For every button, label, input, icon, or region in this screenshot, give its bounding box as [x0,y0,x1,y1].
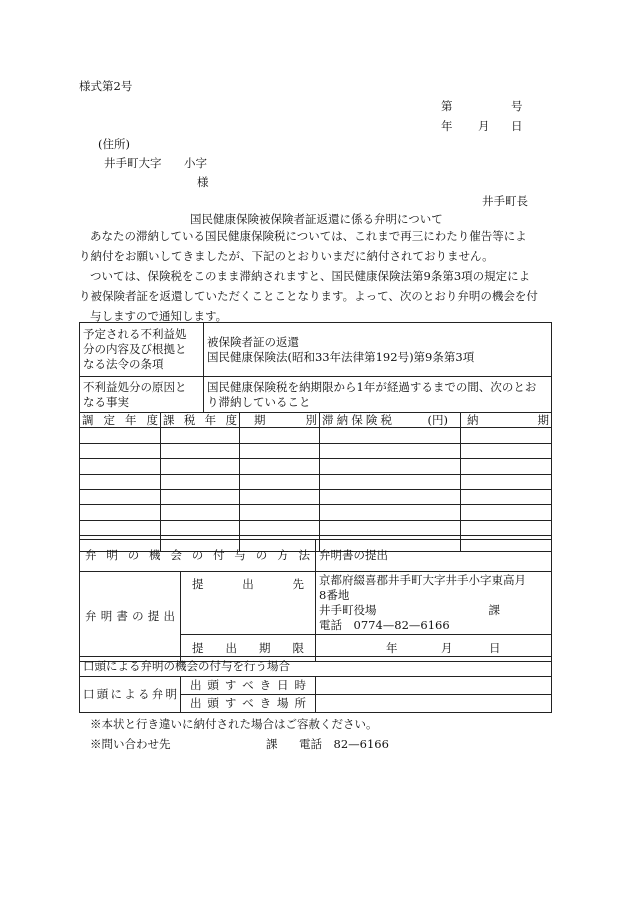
arrears-row [80,474,552,489]
header-assessment-year-char: 定 [103,413,115,428]
destination-section: 課 [488,603,500,617]
oral-heading: 口頭による弁明の機会の付与を行う場合 [80,657,552,677]
deadline-year: 年 [386,640,398,655]
header-tax-year-char: 課 [163,413,175,428]
header-arrears-label [322,413,392,427]
header-period [240,413,320,428]
oral-label-char: 頭 [96,687,109,701]
address-town: 井手町大字 [104,156,162,170]
submission-label-char: 提 [147,609,160,623]
appear-place-char: き [259,696,272,710]
destination-label-char: 出 [242,577,254,591]
method-label-char: の [191,548,204,562]
destination-label [181,572,316,635]
appear-place-char: 出 [190,696,202,710]
arrears-cell [461,489,552,504]
appear-datetime-char: べ [242,678,254,692]
date-year: 年 [441,119,453,133]
contact-label: ※問い合わせ先 [90,737,171,751]
oral-datetime-row [80,677,552,695]
oral-label-char: よ [124,687,136,701]
destination-phone: 電話 0774—82—6166 [319,618,450,632]
paragraph-2-line-3: 与しますので通知します。 [90,309,228,323]
method-label-char: の [255,548,268,562]
submission-label-text [83,609,177,624]
form-number: 様式第2号 [79,79,133,93]
appear-place-char: 所 [294,696,306,710]
oral-label [80,677,181,713]
cause-value [204,377,552,413]
destination-address-line: 京都府綴喜郡井手町大字井手小字東高月 [319,573,526,587]
appear-place-char: す [224,696,237,710]
submission-label-char: 明 [100,609,113,623]
arrears-header-row [80,413,552,428]
arrears-row [80,443,552,458]
arrears-cell [461,505,552,520]
document-title: 国民健康保険被保険者証返還に係る弁明について [190,212,443,226]
arrears-row [80,520,552,535]
header-due-nou: 納 [467,413,479,428]
arrears-row [80,428,552,443]
method-value: 弁明書の提出 [316,540,552,572]
deadline-label-char: 限 [292,640,304,655]
arrears-cell [320,474,461,489]
header-arrears-char: 納 [336,413,349,428]
disposition-label [80,323,204,377]
arrears-cell [240,505,320,520]
destination-label-text [184,577,312,592]
header-period-ki: 期 [254,413,266,428]
header-due [461,413,552,428]
submission-label [80,572,181,662]
header-arrears [320,413,461,428]
disposition-value-line: 国民健康保険法(昭和33年法律第192号)第9条第3項 [207,349,475,364]
oral-table [79,656,552,713]
arrears-cell [80,474,161,489]
arrears-cell [80,459,161,474]
document-number-prefix: 第 [441,99,453,113]
arrears-cell [320,443,461,458]
submission-label-char: の [132,609,144,623]
address-honorific: 様 [197,175,209,189]
arrears-cell [240,459,320,474]
arrears-row [80,459,552,474]
arrears-cell [320,489,461,504]
contact-phone: 電話 82—6166 [299,737,389,751]
cause-value-line: り滞納していること [207,394,311,409]
contact-section: 課 [266,737,278,751]
oral-label-char: 弁 [151,687,164,701]
arrears-cell [80,489,161,504]
destination-address-line: 8番地 [319,588,350,602]
deadline-date [319,641,548,656]
appear-datetime-char: き [259,678,272,692]
oral-label-char: に [110,687,122,701]
appear-place-value [316,695,552,713]
deadline-month: 月 [441,640,453,655]
document-number-suffix: 号 [511,99,523,113]
arrears-cell [161,428,240,443]
address-label: (住所) [98,137,130,151]
disposition-label-line: 分の内容及び根拠と [83,342,187,356]
method-label-text [83,548,312,563]
header-tax-year-char: 度 [225,413,237,428]
header-arrears-char: 険 [365,413,378,428]
arrears-cell [161,474,240,489]
oral-label-char: 明 [165,687,177,701]
arrears-cell [461,428,552,443]
oral-label-text [83,687,177,702]
paragraph-2-line-1: ついては、保険税をこのまま滞納されますと、国民健康保険法第9条第3項の規定によ [90,269,531,283]
address-aza: 小字 [184,156,207,170]
cause-label [80,377,204,413]
arrears-cell [320,505,461,520]
appear-place-text [184,696,312,711]
oral-label-char: る [138,687,150,701]
paragraph-1-line-2: り納付をお願いしてきましたが、下記のとおりいまだに納付されておりません。 [79,249,494,263]
method-label-char: 会 [170,548,182,562]
appear-datetime-char: 日 [277,678,289,692]
deadline-label-char: 出 [225,640,237,655]
method-label [80,540,316,572]
header-tax-year-char: 税 [183,413,196,428]
note-payment: ※本状と行き違いに納付された場合はご容赦ください。 [90,717,378,731]
header-assessment-year [80,413,161,428]
arrears-cell [461,474,552,489]
disposition-label-line: なる法令の条項 [83,357,164,371]
arrears-cell [240,520,320,535]
arrears-cell [161,489,240,504]
arrears-table [79,412,552,552]
header-arrears-char: 保 [351,413,363,428]
destination-label-char: 提 [192,577,204,591]
header-arrears-char: 税 [380,413,392,428]
appear-place-char: 頭 [207,696,219,710]
appear-datetime-text [184,678,312,693]
destination-row [80,572,552,635]
arrears-cell [320,459,461,474]
submission-label-char: 弁 [85,609,97,623]
oral-label-char: 口 [83,687,95,701]
arrears-cell [461,520,552,535]
method-label-char: 法 [298,548,310,562]
method-row [80,540,552,572]
arrears-cell [461,459,552,474]
arrears-cell [320,520,461,535]
arrears-cell [240,428,320,443]
arrears-cell [80,520,161,535]
header-tax-year-text [163,413,237,427]
arrears-cell [161,520,240,535]
header-tax-year-char: 年 [204,413,217,428]
method-label-char: 弁 [85,548,97,562]
header-arrears-text [322,413,458,427]
header-arrears-char: 滞 [322,413,334,428]
header-assessment-year-char: 調 [82,413,94,428]
cause-label-line: なる事実 [83,394,129,409]
method-label-char: 方 [277,548,289,562]
method-label-char: 機 [149,548,161,562]
cause-row [80,377,552,413]
paragraph-1 [79,226,551,266]
arrears-cell [240,489,320,504]
submission-label-char: 書 [116,609,128,623]
destination-value [316,572,552,635]
paragraph-2-line-2: り被保険者証を返還していただくことことなります。よって、次のとおり弁明の機会を付 [79,289,538,303]
destination-label-char: 先 [292,577,304,591]
header-due-ki: 期 [537,413,549,428]
header-assessment-year-text [82,413,158,427]
header-assessment-year-char: 年 [125,413,137,428]
arrears-body [80,428,552,551]
destination-office-line [319,603,548,618]
arrears-cell [240,443,320,458]
date-month: 月 [478,119,490,133]
disposition-label-line: 予定される不利益処 [83,327,187,341]
disposition-value [204,323,552,377]
paragraph-1-line-1: あなたの滞納している国民健康保険税については、これまで再三にわたり催告等によ [90,229,527,243]
appear-datetime-char: す [224,678,237,692]
deadline-label-text [184,641,312,656]
arrears-cell [320,428,461,443]
header-due-text [463,413,549,427]
appear-datetime-value [316,677,552,695]
appear-datetime-label [181,677,316,695]
appear-datetime-char: 時 [294,678,306,692]
header-period-betsu: 別 [305,413,317,428]
oral-heading-row [80,657,552,677]
disposition-value-line: 被保険者証の返還 [207,334,299,349]
arrears-cell [161,443,240,458]
explanation-table [79,539,552,662]
arrears-cell [80,443,161,458]
header-period-text [242,413,317,427]
header-tax-year [161,413,240,428]
arrears-cell [240,474,320,489]
deadline-label-char: 期 [259,640,271,655]
arrears-cell [80,428,161,443]
method-label-char: 付 [213,548,225,562]
appear-datetime-char: 出 [190,678,202,692]
arrears-row [80,489,552,504]
appear-datetime-char: 頭 [207,678,219,692]
method-label-char: 明 [106,548,118,562]
arrears-row [80,505,552,520]
disposition-row [80,323,552,377]
method-label-char: の [127,548,140,562]
disposition-table [79,322,552,413]
cause-value-line: 国民健康保険税を納期限から1年が経過するまでの間、次のとお [207,379,537,394]
paragraph-2 [79,266,551,326]
cause-label-line: 不利益処分の原因と [83,379,187,394]
header-assessment-year-char: 度 [146,413,158,428]
appear-place-label [181,695,316,713]
deadline-day: 日 [489,640,501,655]
destination-office: 井手町役場 [319,603,377,617]
arrears-cell [161,459,240,474]
appear-place-char: 場 [277,696,289,710]
method-label-char: 与 [234,548,246,562]
sender-name: 井手町長 [482,194,528,208]
arrears-cell [461,443,552,458]
appear-place-char: べ [242,696,254,710]
submission-label-char: 出 [163,609,175,623]
arrears-cell [80,505,161,520]
deadline-label-char: 提 [192,640,204,655]
header-arrears-unit: (円) [427,413,448,428]
date-day: 日 [511,119,523,133]
arrears-cell [161,505,240,520]
